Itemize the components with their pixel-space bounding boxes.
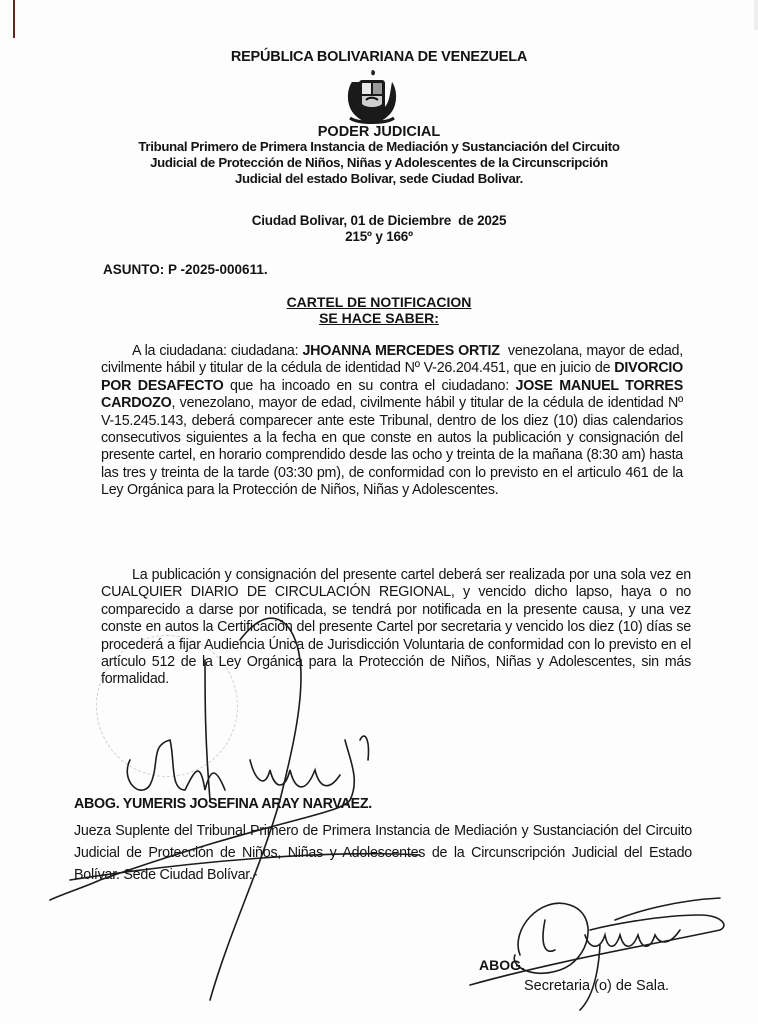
text-run: , venezolano, mayor de edad, civilmente hábil y titular de la cédula de identidad Nº V-15.245.143, deberá comparecer ante este Tribunal, dentro de los diez (10) dias calendarios consecutivos siguientes a la fecha en que conste en autos la publicación y consignación del presente cartel, en horario comprendido desde las ocho y treinta de la mañana (8:30 am) hasta las tres y treinta de la tarde (03:30 pm), de conformidad con lo previsto en el articulo 461 de la Ley Orgánica para la Protección de Niños, Niñas y Adolescentes.	[101, 395, 683, 499]
case-type: DIVORCIO POR DESAFECTO	[101, 360, 683, 394]
respondent-name: JHOANNA MERCEDES ORTIZ	[302, 343, 500, 359]
court-line: Judicial del estado Bolivar, sede Ciudad Bolivar.	[235, 171, 523, 186]
plaintiff-name: JOSE MANUEL TORRES CARDOZO	[101, 377, 683, 412]
court-heading	[0, 139, 758, 187]
judge-role: Jueza Suplente del Tribunal Primero de Primera Instancia de Mediación y Sustanciación del Circuito Judicial de Protección de Niños, Niñas y Adolescentes de la Circunscripción Judicial del Estado Bolívar. Sede Ciudad Bolívar.-	[74, 823, 692, 883]
court-line: Judicial de Protección de Niños, Niñas y Adolescentes de la Circunscripción	[150, 155, 608, 170]
secretary-title: ABOG.	[479, 957, 525, 973]
page-edge-mark	[13, 0, 15, 38]
secretary-role: Secretaria (o) de Sala.	[524, 978, 670, 994]
date-block	[0, 213, 758, 245]
court-stamp	[96, 635, 238, 777]
country-heading: REPÚBLICA BOLIVARIANA DE VENEZUELA	[230, 49, 528, 65]
notice-title	[0, 294, 758, 326]
judge-name: ABOG. YUMERIS JOSEFINA ARAY NARVAEZ.	[74, 796, 372, 812]
page-edge-shadow	[754, 0, 758, 30]
document-years: 215º y 166º	[345, 229, 413, 244]
text-run: A la ciudadana: ciudadana:	[132, 343, 303, 359]
notice-paragraph-2: La publicación y consignación del presente cartel deberá ser realizada por una sola vez en CUALQUIER DIARIO DE CIRCULACIÓN REGIONAL, y vencido dicho lapso, haya o no comparecido a darse por notificada, se tendrá por notificada en la presente causa, y una vez conste en autos la Certificación del presente Cartel por secretaria y vencido los diez (10) días se procederá a fijar Audiencia Única de Jurisdicción Voluntaria de conformidad con lo previsto en el artículo 512 de la Ley Orgánica para la Protección de Niños, Niñas y Adolescentes, sin más formalidad.	[101, 567, 691, 688]
notice-title-line2: SE HACE SABER:	[319, 310, 439, 326]
case-number: ASUNTO: P -2025-000611.	[103, 262, 268, 277]
text-run: venezolana, mayor de edad, civilmente hábil y titular de la cédula de identidad Nº V-26.204.451, que en juicio de	[101, 343, 687, 377]
court-line: Tribunal Primero de Primera Instancia de Mediación y Sustanciación del Circuito	[138, 139, 620, 154]
branch-heading: PODER JUDICIAL	[317, 124, 441, 140]
document-date: Ciudad Bolivar, 01 de Diciembre de 2025	[251, 213, 507, 228]
notice-title-line1: CARTEL DE NOTIFICACION	[286, 294, 472, 310]
notice-paragraph-1	[101, 343, 687, 500]
text-run: que ha incoado en su contra el ciudadano:	[223, 377, 516, 394]
coat-of-arms-icon	[344, 68, 400, 126]
